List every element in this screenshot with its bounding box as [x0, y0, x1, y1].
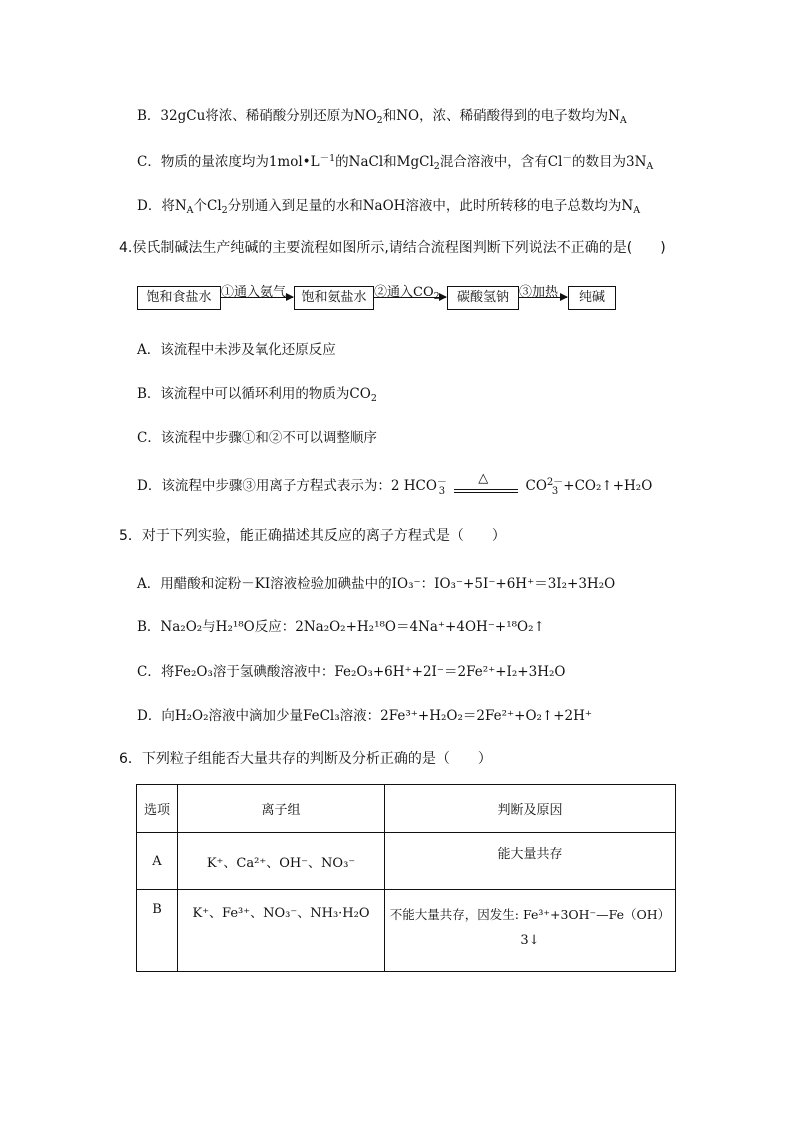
q4-flowchart — [137, 286, 617, 312]
header-judgement: 判断及原因 — [385, 785, 676, 833]
header-option: 选项 — [137, 785, 178, 833]
q3-option-d-text-1: D．将N — [137, 198, 187, 214]
flow-box-bicarbonate: 碳酸氢钠 — [447, 286, 519, 310]
co3-ion: CO2－ 3 — [525, 476, 564, 497]
q3-option-d-text-3: 分别通入到足量的水和NaOH溶液中，此时所转移的电子总数均为N — [227, 198, 634, 214]
flow-box-brine: 饱和食盐水 — [137, 286, 221, 310]
row-b-judgement-line-1: 不能大量共存，因发生: Fe³⁺+3OH⁻—Fe（OH） — [389, 907, 671, 922]
q3-option-c-text-4: 的数目为3N — [571, 154, 647, 170]
q4-stem: 4.侯氏制碱法生产纯碱的主要流程如图所示,请结合流程图判断下列说法不正确的是( ) — [119, 240, 666, 256]
flow-arrow-1 — [221, 285, 293, 300]
flow-arrow-2 — [374, 285, 446, 302]
row-a-ions: K⁺、Ca²⁺、OH⁻、NO₃⁻ — [178, 833, 385, 890]
q5-option-a: A．用醋酸和淀粉－KI溶液检验加碘盐中的IO₃⁻：IO₃⁻+5I⁻+6H⁺＝3I₂+3H₂O — [137, 576, 616, 592]
q3-option-d: D．将$N_A$个$Cl_2$分别通入到足量的水和NaOH溶液中，此时所转移的电子总数均为$N_A$ — [137, 198, 641, 216]
q6-table — [136, 784, 676, 972]
q3-option-b-text-1: B．32gCu将浓、稀硝酸分别还原为NO — [137, 108, 377, 124]
q3-option-d-text-2: 个Cl — [193, 198, 222, 214]
q4-option-b-text: B．该流程中可以循环利用的物质为CO — [137, 386, 371, 402]
q4-option-d-text-1: D．该流程中步骤③用离子方程式表示为：2 — [137, 478, 400, 494]
q4-option-b: B．该流程中可以循环利用的物质为$CO_2$ — [137, 386, 377, 404]
row-b-option: B — [137, 890, 178, 972]
flow-arrow-2-text: ②通入CO — [374, 285, 434, 300]
q4-option-d — [137, 470, 653, 497]
q4-option-c: C．该流程中步骤①和②不可以调整顺序 — [137, 430, 377, 446]
q3-option-b: B．32gCu将浓、稀硝酸分别还原为$NO_2$和NO，浓、稀硝酸得到的电子数均为$N_A$ — [137, 108, 627, 126]
q3-option-c-text-3: 混合溶液中，含有Cl — [439, 154, 563, 170]
q5-stem: 5．对于下列实验，能正确描述其反应的离子方程式是（ ） — [119, 528, 506, 544]
row-b-judgement — [385, 890, 676, 972]
q3-option-b-text-2: 和NO，浓、稀硝酸得到的电子数均为N — [382, 108, 620, 124]
q5-option-c: C．将Fe₂O₃溶于氢碘酸溶液中：Fe₂O₃+6H⁺+2I⁻＝2Fe²⁺+I₂+3H₂O — [137, 664, 566, 680]
flow-arrow-1-label: ①通入氨气 — [221, 285, 287, 300]
flow-arrow-2-label: ②通入$CO_2$ — [374, 285, 440, 302]
heating-equals-sign — [454, 470, 518, 495]
q4-option-d-text-2: +CO₂↑+H₂O — [563, 478, 653, 494]
q3-option-c-text-2: 的NaCl和MgCl — [335, 154, 434, 170]
q5-option-d: D．向H₂O₂溶液中滴加少量FeCl₃溶液：2Fe³⁺+H₂O₂＝2Fe²⁺+O₂↑+2H⁺ — [137, 708, 593, 724]
flow-box-soda-ash: 纯碱 — [568, 286, 616, 310]
q4-option-a: A．该流程中未涉及氧化还原反应 — [137, 342, 336, 358]
row-a-judgement: 能大量共存 — [385, 833, 676, 890]
row-b-judgement-line-2: 3↓ — [520, 933, 540, 948]
q6-stem: 6．下列粒子组能否大量共存的判断及分析正确的是（ ） — [119, 751, 492, 767]
hco3-ion: HCO－ 3 — [403, 476, 447, 497]
table-header-row — [137, 785, 676, 833]
row-a-option: A — [137, 833, 178, 890]
heat-triangle-icon: △ — [478, 470, 489, 486]
q3-option-c: C．物质的量浓度均为$1mol•L^{-1}$的NaCl和MgCl$_2$混合溶液中，含有Cl－的数目为$3N_A$ — [137, 153, 654, 172]
flow-arrow-3 — [519, 285, 567, 300]
table-row — [137, 890, 676, 972]
q5-option-b: B．Na₂O₂与H₂¹⁸O反应：2Na₂O₂+H₂¹⁸O＝4Na⁺+4OH⁻+¹⁸O₂↑ — [137, 619, 545, 635]
flow-arrow-3-label: ③加热 — [519, 285, 559, 300]
header-ions: 离子组 — [178, 785, 385, 833]
flow-box-ammonia-brine: 饱和氨盐水 — [294, 286, 374, 310]
table-row — [137, 833, 676, 890]
row-b-ions: K⁺、Fe³⁺、NO₃⁻、NH₃·H₂O — [178, 890, 385, 972]
q3-option-c-text-1: C．物质的量浓度均为1mol•L — [137, 154, 320, 170]
